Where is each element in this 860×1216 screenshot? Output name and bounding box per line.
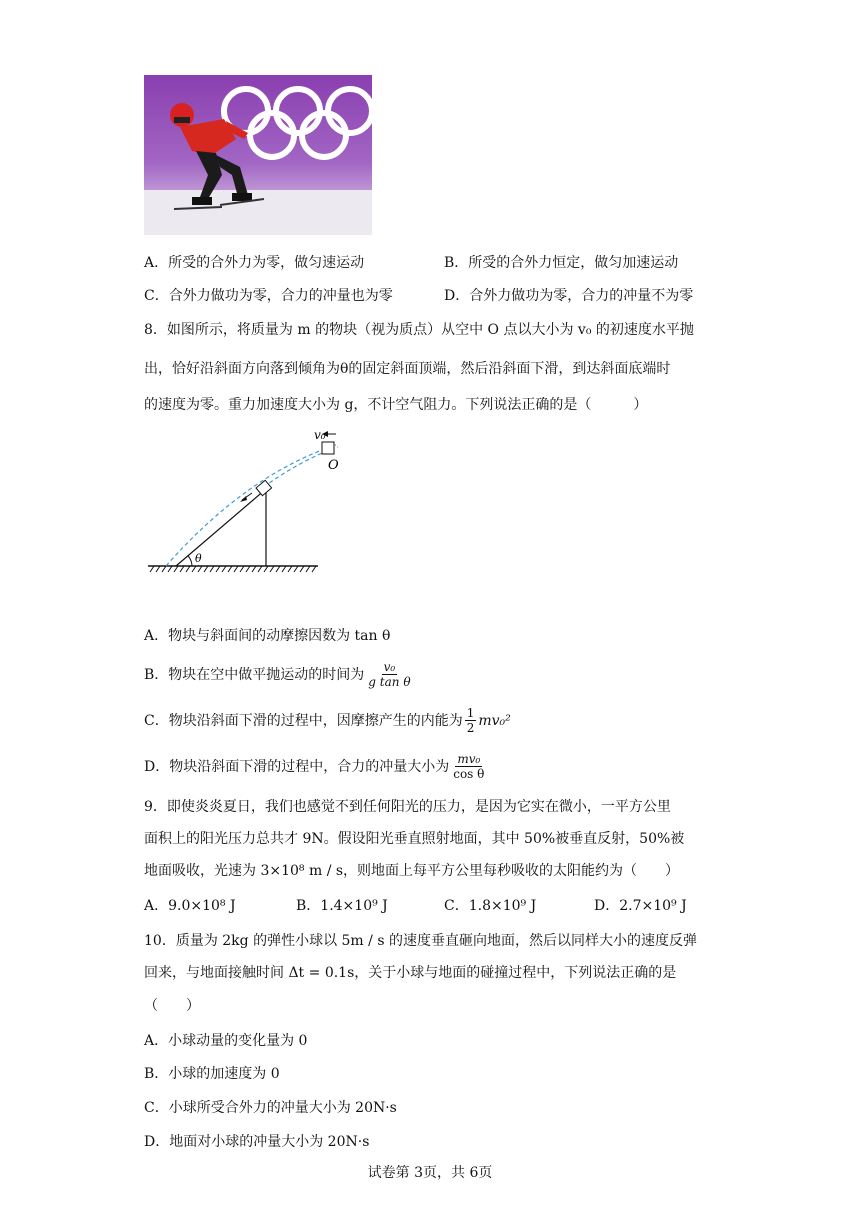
q10-option-b: B．小球的加速度为 0 [144, 1066, 280, 1082]
q8-option-b-fraction [366, 660, 412, 689]
option-d: D．合外力做功为零，合力的冲量不为零 [444, 288, 694, 304]
q10-option-c: C．小球所受合外力的冲量大小为 20N·s [144, 1100, 397, 1116]
option-c: C．合外力做功为零，合力的冲量也为零 [144, 288, 393, 304]
speed-skater-photo [144, 75, 372, 235]
q9-option-a: A．9.0×10⁸ J [144, 898, 236, 914]
q8-option-d-text: D．物块沿斜面下滑的过程中，合力的冲量大小为 [144, 758, 450, 775]
theta-label: θ [195, 552, 202, 565]
q8-option-b [144, 660, 415, 689]
prev-options-row-2 [144, 286, 393, 306]
q8-option-c [144, 706, 511, 735]
o-label: O [328, 458, 339, 473]
q8-option-d [144, 752, 488, 781]
q8-option-c-text: C．物块沿斜面下滑的过程中，因摩擦产生的内能为 [144, 712, 463, 729]
q10-line3: （ ） [144, 998, 200, 1014]
q8-option-b-numerator: v₀ [383, 660, 396, 674]
q8-option-d-fraction [451, 752, 486, 781]
q9-line3: 地面吸收，光速为 3×10⁸ m / s，则地面上每平方公里每秒吸收的太阳能约为（ ） [144, 863, 680, 879]
q8-option-c-tail: mv₀² [478, 712, 511, 729]
q8-option-a: A．物块与斜面间的动摩擦因数为 tan θ [144, 628, 391, 644]
q8-option-c-denominator: 2 [466, 721, 475, 735]
prev-options-row-1 [144, 253, 364, 273]
q9-option-b: B．1.4×10⁹ J [296, 898, 388, 914]
q9-option-d: D．2.7×10⁹ J [594, 898, 687, 914]
q8-option-d-denominator: cos θ [453, 767, 485, 781]
q10-line2: 回来，与地面接触时间 Δt = 0.1s，关于小球与地面的碰撞过程中，下列说法正确的是 [144, 965, 677, 981]
incline-diagram [140, 425, 339, 580]
v0-label: v₀ [314, 428, 326, 442]
option-b: B．所受的合外力恒定，做匀加速运动 [444, 255, 679, 271]
q8-option-c-fraction [465, 706, 477, 735]
q10-option-a: A．小球动量的变化量为 0 [144, 1033, 308, 1049]
q9-line1: 9．即使炎炎夏日，我们也感觉不到任何阳光的压力，是因为它实在微小，一平方公里 [144, 799, 671, 815]
q9-option-c: C．1.8×10⁹ J [444, 898, 537, 914]
q10-option-d: D．地面对小球的冲量大小为 20N·s [144, 1134, 370, 1150]
q9-line2: 面积上的阳光压力总共才 9N。假设阳光垂直照射地面，其中 50%被垂直反射，50%被 [144, 831, 685, 847]
q8-option-b-denominator: g tan θ [368, 675, 411, 689]
q8-stem-line2: 出，恰好沿斜面方向落到倾角为θ的固定斜面顶端，然后沿斜面下滑，到达斜面底端时 [144, 361, 671, 377]
q8-stem-line3: 的速度为零。重力加速度大小为 g，不计空气阻力。下列说法正确的是（ ） [144, 397, 648, 413]
q10-line1: 10．质量为 2kg 的弹性小球以 5m / s 的速度垂直砸向地面，然后以同样大小的速度反弹 [144, 933, 697, 949]
option-a: A．所受的合外力为零，做匀速运动 [144, 255, 365, 271]
page-footer: 试卷第 3页，共 6页 [367, 1165, 493, 1181]
q8-option-c-numerator: 1 [466, 706, 475, 720]
q8-option-b-text: B．物块在空中做平抛运动的时间为 [144, 666, 365, 683]
q8-stem-line1: 8．如图所示，将质量为 m 的物块（视为质点）从空中 O 点以大小为 v₀ 的初速度水平抛 [144, 322, 694, 338]
q8-option-d-numerator: mv₀ [457, 752, 481, 766]
